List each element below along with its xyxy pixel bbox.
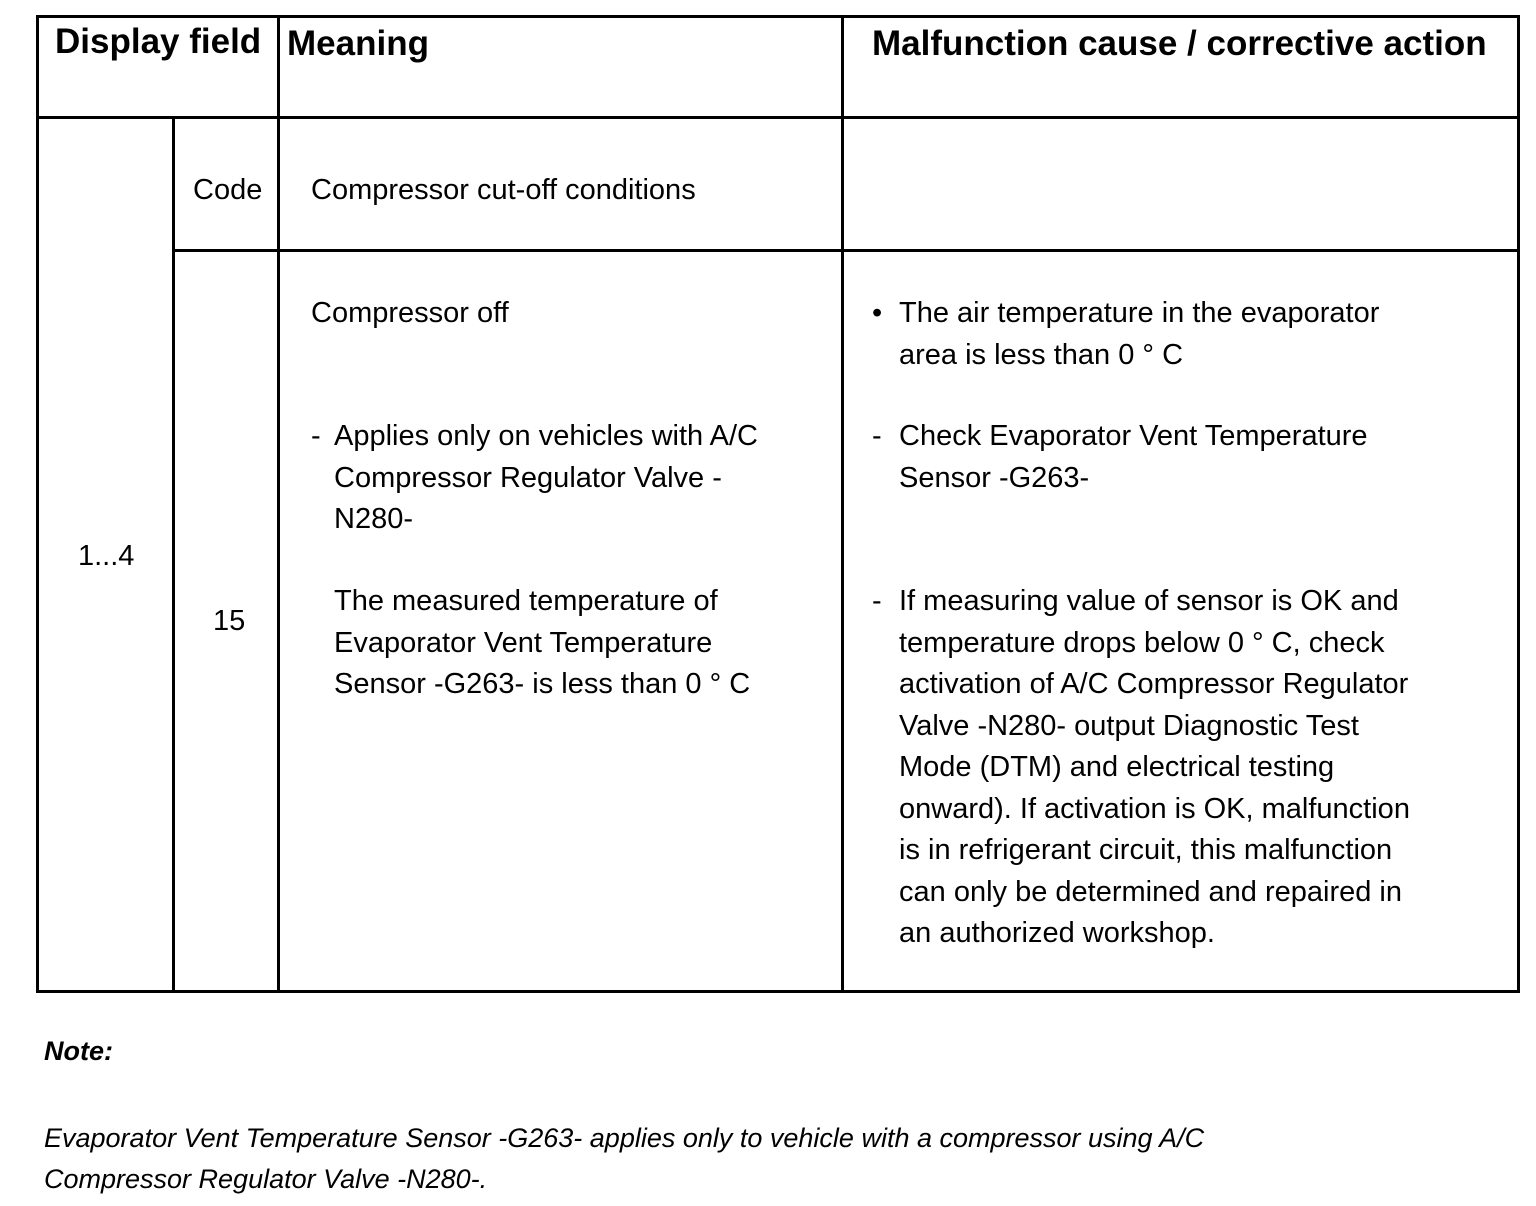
action-bullet: •	[872, 297, 883, 329]
text-line: Check Evaporator Vent Temperature	[899, 420, 1368, 452]
meaning-applies-item	[334, 416, 758, 541]
note-line: Compressor Regulator Valve -N280-.	[44, 1164, 488, 1194]
text-line: Sensor -G263-	[899, 461, 1090, 494]
text-line: The air temperature in the evaporator	[899, 297, 1380, 329]
display-field-value: 1...4	[78, 540, 135, 572]
header-meaning: Meaning	[287, 24, 429, 63]
text-line: an authorized workshop.	[899, 917, 1215, 949]
text-line: is in refrigerant circuit, this malfunction	[899, 834, 1393, 866]
text-line: Compressor Regulator Valve -	[334, 461, 722, 494]
action-bullet-text	[899, 293, 1379, 376]
malfunction-column-divider	[841, 15, 844, 993]
text-line: temperature drops below 0 ° C, check	[899, 626, 1385, 659]
text-line: can only be determined and repaired in	[899, 875, 1402, 908]
code-label: Code	[193, 174, 263, 206]
text-line: N280-	[334, 503, 413, 535]
header-malfunction: Malfunction cause / corrective action	[872, 24, 1487, 63]
action-measuring-value	[899, 581, 1410, 955]
text-line: onward). If activation is OK, malfunction	[899, 792, 1410, 825]
text-line: Applies only on vehicles with A/C	[334, 420, 758, 452]
display-field-subcolumn-divider	[172, 116, 175, 993]
text-line: Evaporator Vent Temperature	[334, 626, 713, 659]
row-divider	[175, 249, 1520, 252]
action-dash-2: -	[872, 585, 882, 617]
header-divider	[36, 116, 1520, 119]
text-line: Mode (DTM) and electrical testing	[899, 751, 1335, 783]
note-line: Evaporator Vent Temperature Sensor -G263- applies only to vehicle with a compressor using A/C	[44, 1123, 1205, 1153]
meaning-dash: -	[311, 420, 321, 452]
text-line: Sensor -G263- is less than 0 ° C	[334, 668, 751, 700]
meaning-title: Compressor off	[311, 297, 509, 329]
text-line: The measured temperature of	[334, 585, 718, 617]
action-check-sensor	[899, 416, 1368, 499]
meaning-detail	[334, 581, 750, 706]
meaning-cutoff-conditions: Compressor cut-off conditions	[311, 174, 696, 206]
code-value: 15	[213, 605, 246, 637]
note-text	[44, 1118, 1204, 1200]
meaning-column-divider	[277, 15, 280, 993]
text-line: area is less than 0 ° C	[899, 338, 1184, 371]
note-label: Note:	[44, 1036, 113, 1066]
header-display-field: Display field	[55, 22, 262, 61]
text-line: If measuring value of sensor is OK and	[899, 585, 1399, 617]
text-line: activation of A/C Compressor Regulator	[899, 668, 1409, 700]
action-dash-1: -	[872, 420, 882, 452]
text-line: Valve -N280- output Diagnostic Test	[899, 709, 1359, 742]
